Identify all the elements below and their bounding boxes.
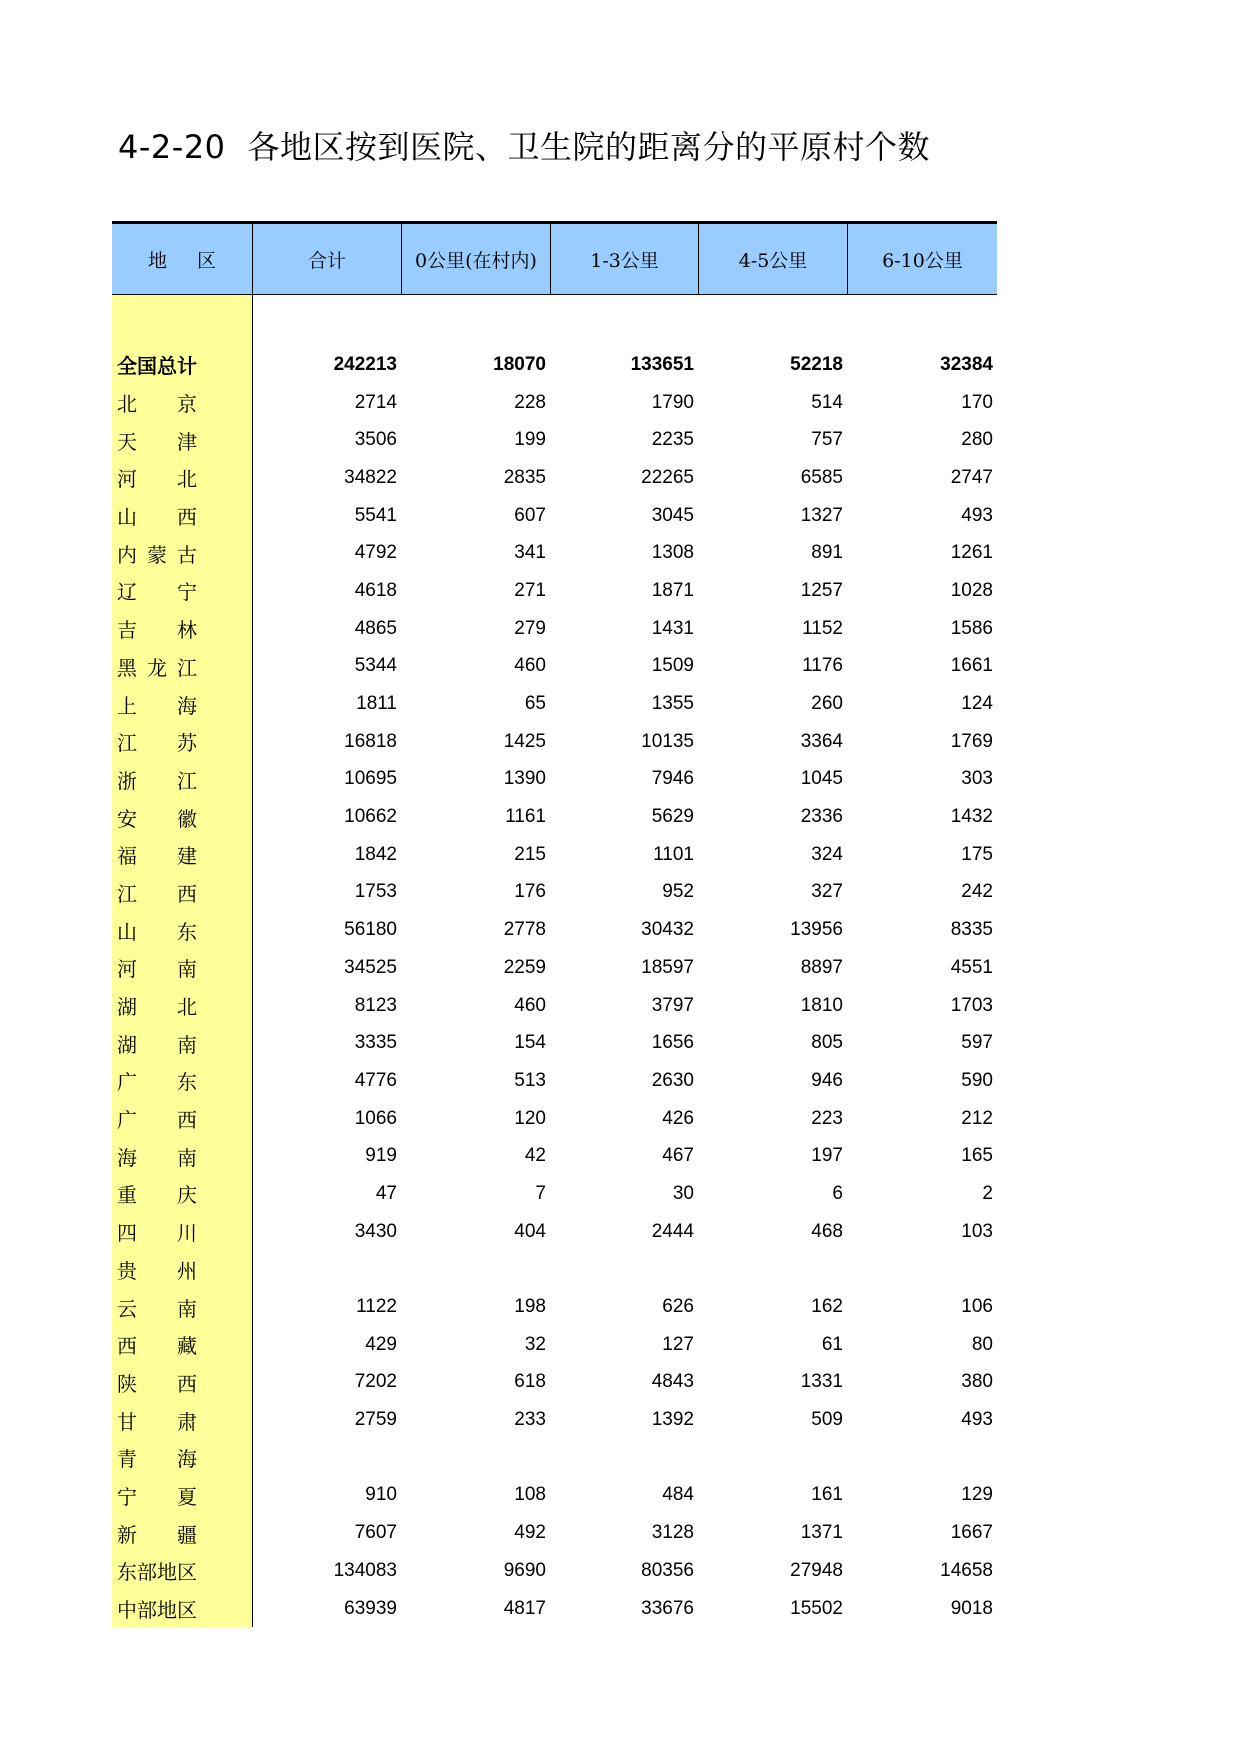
value-cell: 170: [961, 391, 993, 413]
value-cell: 484: [662, 1484, 694, 1506]
value-cell: 7607: [354, 1522, 397, 1544]
value-cell: 1769: [950, 730, 993, 752]
region-cell: [112, 1401, 252, 1439]
value-cell: 380: [961, 1371, 993, 1393]
value-cell: 215: [514, 843, 546, 865]
region-name: 天 津: [117, 429, 197, 454]
region-cell: [112, 1288, 252, 1326]
region-cell: [112, 911, 252, 949]
value-cell: 13956: [790, 919, 843, 941]
value-cell: 271: [514, 579, 546, 601]
value-cell: 1152: [802, 617, 843, 639]
region-cell: [112, 1175, 252, 1213]
value-cell: 10695: [344, 768, 397, 790]
value-cell: 1371: [800, 1522, 843, 1544]
table-row: [112, 648, 997, 686]
table-row: [112, 723, 997, 761]
value-cell: 1790: [651, 391, 694, 413]
value-cell: 4843: [651, 1371, 694, 1393]
region-name: 陕 西: [117, 1371, 197, 1396]
value-cell: 10662: [344, 806, 397, 828]
value-cell: 1257: [800, 579, 843, 601]
value-cell: 80356: [641, 1559, 694, 1581]
value-cell: 607: [514, 504, 546, 526]
region-cell: [112, 572, 252, 610]
table-row: [112, 384, 997, 422]
table-body: [112, 295, 997, 1627]
region-cell: [112, 1514, 252, 1552]
value-cell: 509: [811, 1409, 843, 1431]
value-cell: 260: [811, 693, 843, 715]
value-cell: 4776: [354, 1069, 397, 1091]
value-cell: 4865: [354, 617, 397, 639]
value-cell: 1661: [950, 655, 993, 677]
table-row: [112, 685, 997, 723]
region-name: 内 蒙 古: [117, 542, 197, 567]
value-cell: 4817: [503, 1597, 546, 1619]
table-row: [112, 836, 997, 874]
value-cell: 910: [365, 1484, 397, 1506]
table-row: [112, 1401, 997, 1439]
value-cell: 3797: [651, 994, 694, 1016]
value-cell: 919: [365, 1145, 397, 1167]
region-name: 中部地区: [117, 1598, 197, 1623]
table-row: [112, 761, 997, 799]
table-header: [112, 224, 997, 295]
header-4-5km: 4-5公里: [698, 224, 847, 294]
region-cell: [112, 1213, 252, 1251]
value-cell: 1161: [505, 806, 546, 828]
region-cell: [112, 648, 252, 686]
region-cell: [112, 421, 252, 459]
region-name: 东部地区: [117, 1560, 197, 1585]
value-cell: 30: [672, 1182, 694, 1204]
table-row: [112, 874, 997, 912]
value-cell: 460: [514, 994, 546, 1016]
value-cell: 32: [524, 1333, 546, 1355]
region-cell: [112, 1024, 252, 1062]
region-cell: [112, 874, 252, 912]
value-cell: 493: [961, 504, 993, 526]
value-cell: 618: [514, 1371, 546, 1393]
value-cell: 468: [811, 1220, 843, 1242]
value-cell: 429: [365, 1333, 397, 1355]
region-name: 安 徽: [117, 806, 197, 831]
region-name: 青 海: [117, 1447, 197, 1472]
region-cell: [112, 384, 252, 422]
value-cell: 1811: [356, 693, 397, 715]
table-number: 4-2-20: [118, 128, 226, 166]
region-name: 山 东: [117, 919, 197, 944]
value-cell: 27948: [790, 1559, 843, 1581]
table-row: [112, 1288, 997, 1326]
value-cell: 1509: [651, 655, 694, 677]
value-cell: 9018: [950, 1597, 993, 1619]
region-name: 广 东: [117, 1070, 197, 1095]
table-row: [112, 497, 997, 535]
value-cell: 106: [961, 1296, 993, 1318]
value-cell: 18070: [493, 353, 546, 375]
value-cell: 3128: [651, 1522, 694, 1544]
value-cell: 2747: [950, 466, 993, 488]
value-cell: 3506: [354, 429, 397, 451]
value-cell: 162: [811, 1296, 843, 1318]
table-row: [112, 911, 997, 949]
region-name: 北 京: [117, 392, 197, 417]
region-name: 重 庆: [117, 1183, 197, 1208]
value-cell: 233: [514, 1409, 546, 1431]
value-cell: 1390: [503, 768, 546, 790]
value-cell: 47: [375, 1182, 397, 1204]
value-cell: 175: [961, 843, 993, 865]
value-cell: 4792: [354, 542, 397, 564]
region-name: 浙 江: [117, 768, 197, 793]
region-name: 湖 北: [117, 995, 197, 1020]
value-cell: 1355: [651, 693, 694, 715]
table-row: [112, 1439, 997, 1477]
value-cell: 14658: [940, 1559, 993, 1581]
table-spacer-row: [112, 295, 997, 346]
value-cell: 242213: [333, 353, 397, 375]
table-row: [112, 949, 997, 987]
region-col-spacer: [112, 295, 252, 346]
value-cell: 2259: [503, 956, 546, 978]
table-row: [112, 1062, 997, 1100]
value-cell: 18597: [641, 956, 694, 978]
value-cell: 279: [514, 617, 546, 639]
value-cell: 303: [961, 768, 993, 790]
value-cell: 1331: [800, 1371, 843, 1393]
region-column-divider: [252, 295, 253, 1627]
region-name: 湖 南: [117, 1032, 197, 1057]
value-cell: 626: [662, 1296, 694, 1318]
value-cell: 2: [982, 1182, 993, 1204]
value-cell: 1101: [653, 843, 694, 865]
region-name: 辽 宁: [117, 580, 197, 605]
region-cell: [112, 685, 252, 723]
region-cell: [112, 1100, 252, 1138]
table-row: [112, 1175, 997, 1213]
value-cell: 327: [811, 881, 843, 903]
region-cell: [112, 1364, 252, 1402]
value-cell: 129: [961, 1484, 993, 1506]
value-cell: 33676: [641, 1597, 694, 1619]
table-row: [112, 346, 997, 384]
table-row: [112, 610, 997, 648]
value-cell: 6: [832, 1182, 843, 1204]
region-cell: [112, 534, 252, 572]
region-name: 上 海: [117, 693, 197, 718]
value-cell: 3335: [354, 1032, 397, 1054]
value-cell: 22265: [641, 466, 694, 488]
table-row: [112, 534, 997, 572]
region-cell: [112, 610, 252, 648]
region-name: 四 川: [117, 1221, 197, 1246]
value-cell: 1432: [950, 806, 993, 828]
value-cell: 1667: [950, 1522, 993, 1544]
value-cell: 199: [514, 429, 546, 451]
header-total: 合计: [252, 224, 401, 294]
region-name: 黑 龙 江: [117, 655, 197, 680]
value-cell: 3430: [354, 1220, 397, 1242]
value-cell: 61: [821, 1333, 843, 1355]
value-cell: 1327: [800, 504, 843, 526]
value-cell: 946: [811, 1069, 843, 1091]
table-row: [112, 798, 997, 836]
value-cell: 108: [514, 1484, 546, 1506]
table-row: [112, 1100, 997, 1138]
table-row: [112, 1213, 997, 1251]
value-cell: 1066: [354, 1107, 397, 1129]
table-row: [112, 1251, 997, 1289]
value-cell: 493: [961, 1409, 993, 1431]
value-cell: 1431: [651, 617, 694, 639]
region-name: 贵 州: [117, 1258, 197, 1283]
value-cell: 228: [514, 391, 546, 413]
region-cell: [112, 1137, 252, 1175]
table-row: [112, 572, 997, 610]
value-cell: 8897: [800, 956, 843, 978]
region-cell: [112, 949, 252, 987]
value-cell: 103: [961, 1220, 993, 1242]
value-cell: 212: [961, 1107, 993, 1129]
value-cell: 80: [971, 1333, 993, 1355]
value-cell: 280: [961, 429, 993, 451]
region-cell: [112, 1251, 252, 1289]
table-row: [112, 421, 997, 459]
value-cell: 1308: [651, 542, 694, 564]
value-cell: 2630: [651, 1069, 694, 1091]
value-cell: 1392: [651, 1409, 694, 1431]
region-name: 山 西: [117, 505, 197, 530]
value-cell: 2835: [503, 466, 546, 488]
table-title-text: 各地区按到医院、卫生院的距离分的平原村个数: [247, 128, 931, 166]
value-cell: 197: [811, 1145, 843, 1167]
region-name: 江 苏: [117, 731, 197, 756]
value-cell: 324: [811, 843, 843, 865]
value-cell: 8123: [354, 994, 397, 1016]
value-cell: 6585: [800, 466, 843, 488]
region-name: 广 西: [117, 1108, 197, 1133]
table-row: [112, 1364, 997, 1402]
value-cell: 1425: [503, 730, 546, 752]
value-cell: 460: [514, 655, 546, 677]
value-cell: 426: [662, 1107, 694, 1129]
value-cell: 2444: [651, 1220, 694, 1242]
value-cell: 198: [514, 1296, 546, 1318]
value-cell: 1703: [950, 994, 993, 1016]
header-region: 地区: [147, 249, 246, 272]
data-table: [112, 221, 997, 1627]
value-cell: 1586: [950, 617, 993, 639]
value-cell: 56180: [344, 919, 397, 941]
value-cell: 32384: [940, 353, 993, 375]
value-cell: 165: [961, 1145, 993, 1167]
region-name: 甘 肃: [117, 1409, 197, 1434]
region-cell: [112, 1477, 252, 1515]
value-cell: 8335: [950, 919, 993, 941]
value-cell: 120: [514, 1107, 546, 1129]
value-cell: 1122: [356, 1296, 397, 1318]
value-cell: 52218: [790, 353, 843, 375]
value-cell: 952: [662, 881, 694, 903]
value-cell: 1810: [800, 994, 843, 1016]
region-cell: [112, 1590, 252, 1628]
value-cell: 404: [514, 1220, 546, 1242]
header-6-10km: 6-10公里: [847, 224, 997, 294]
value-cell: 805: [811, 1032, 843, 1054]
table-row: [112, 987, 997, 1025]
value-cell: 10135: [641, 730, 694, 752]
table-row: [112, 1326, 997, 1364]
value-cell: 16818: [344, 730, 397, 752]
value-cell: 63939: [344, 1597, 397, 1619]
region-cell: [112, 761, 252, 799]
value-cell: 2759: [354, 1409, 397, 1431]
value-cell: 2336: [800, 806, 843, 828]
value-cell: 30432: [641, 919, 694, 941]
table-row: [112, 1552, 997, 1590]
region-cell: [112, 497, 252, 535]
value-cell: 5629: [651, 806, 694, 828]
region-name: 江 西: [117, 881, 197, 906]
region-cell: [112, 1326, 252, 1364]
value-cell: 34525: [344, 956, 397, 978]
region-name: 福 建: [117, 844, 197, 869]
table-row: [112, 1590, 997, 1628]
value-cell: 1656: [651, 1032, 694, 1054]
value-cell: 124: [961, 693, 993, 715]
value-cell: 42: [524, 1145, 546, 1167]
page-title: [118, 122, 930, 168]
region-cell: [112, 798, 252, 836]
region-name: 西 藏: [117, 1334, 197, 1359]
value-cell: 223: [811, 1107, 843, 1129]
value-cell: 2714: [354, 391, 397, 413]
value-cell: 4618: [354, 579, 397, 601]
value-cell: 590: [961, 1069, 993, 1091]
region-name: 全国总计: [117, 354, 197, 379]
value-cell: 1871: [651, 579, 694, 601]
region-cell: [112, 987, 252, 1025]
value-cell: 134083: [333, 1559, 397, 1581]
value-cell: 2235: [651, 429, 694, 451]
value-cell: 514: [811, 391, 843, 413]
table-row: [112, 1024, 997, 1062]
value-cell: 127: [662, 1333, 694, 1355]
region-cell: [112, 1062, 252, 1100]
table-row: [112, 459, 997, 497]
value-cell: 161: [811, 1484, 843, 1506]
value-cell: 3045: [651, 504, 694, 526]
header-0km: 0公里(在村内): [401, 224, 550, 294]
value-cell: 1753: [354, 881, 397, 903]
region-name: 河 北: [117, 467, 197, 492]
value-cell: 7: [535, 1182, 546, 1204]
value-cell: 492: [514, 1522, 546, 1544]
region-name: 河 南: [117, 957, 197, 982]
region-cell: [112, 1552, 252, 1590]
value-cell: 154: [514, 1032, 546, 1054]
region-name: 宁 夏: [117, 1484, 197, 1509]
table-row: [112, 1137, 997, 1175]
region-name: 吉 林: [117, 618, 197, 643]
table-row: [112, 1477, 997, 1515]
value-cell: 4551: [950, 956, 993, 978]
value-cell: 5344: [354, 655, 397, 677]
value-cell: 15502: [790, 1597, 843, 1619]
value-cell: 1045: [800, 768, 843, 790]
value-cell: 891: [811, 542, 843, 564]
value-cell: 467: [662, 1145, 694, 1167]
region-name: 海 南: [117, 1145, 197, 1170]
region-cell: [112, 836, 252, 874]
value-cell: 1176: [802, 655, 843, 677]
region-cell: [112, 346, 252, 384]
value-cell: 176: [514, 881, 546, 903]
value-cell: 5541: [354, 504, 397, 526]
value-cell: 1261: [950, 542, 993, 564]
region-name: 云 南: [117, 1296, 197, 1321]
region-cell: [112, 459, 252, 497]
value-cell: 1028: [950, 579, 993, 601]
region-cell: [112, 723, 252, 761]
value-cell: 133651: [630, 353, 694, 375]
value-cell: 9690: [503, 1559, 546, 1581]
table-row: [112, 1514, 997, 1552]
region-cell: [112, 1439, 252, 1477]
value-cell: 757: [811, 429, 843, 451]
region-name: 新 疆: [117, 1522, 197, 1547]
value-cell: 2778: [503, 919, 546, 941]
value-cell: 65: [524, 693, 546, 715]
header-1-3km: 1-3公里: [550, 224, 698, 294]
value-cell: 341: [514, 542, 546, 564]
value-cell: 1842: [354, 843, 397, 865]
value-cell: 34822: [344, 466, 397, 488]
value-cell: 513: [514, 1069, 546, 1091]
value-cell: 597: [961, 1032, 993, 1054]
value-cell: 7202: [354, 1371, 397, 1393]
value-cell: 3364: [800, 730, 843, 752]
value-cell: 242: [961, 881, 993, 903]
value-cell: 7946: [651, 768, 694, 790]
